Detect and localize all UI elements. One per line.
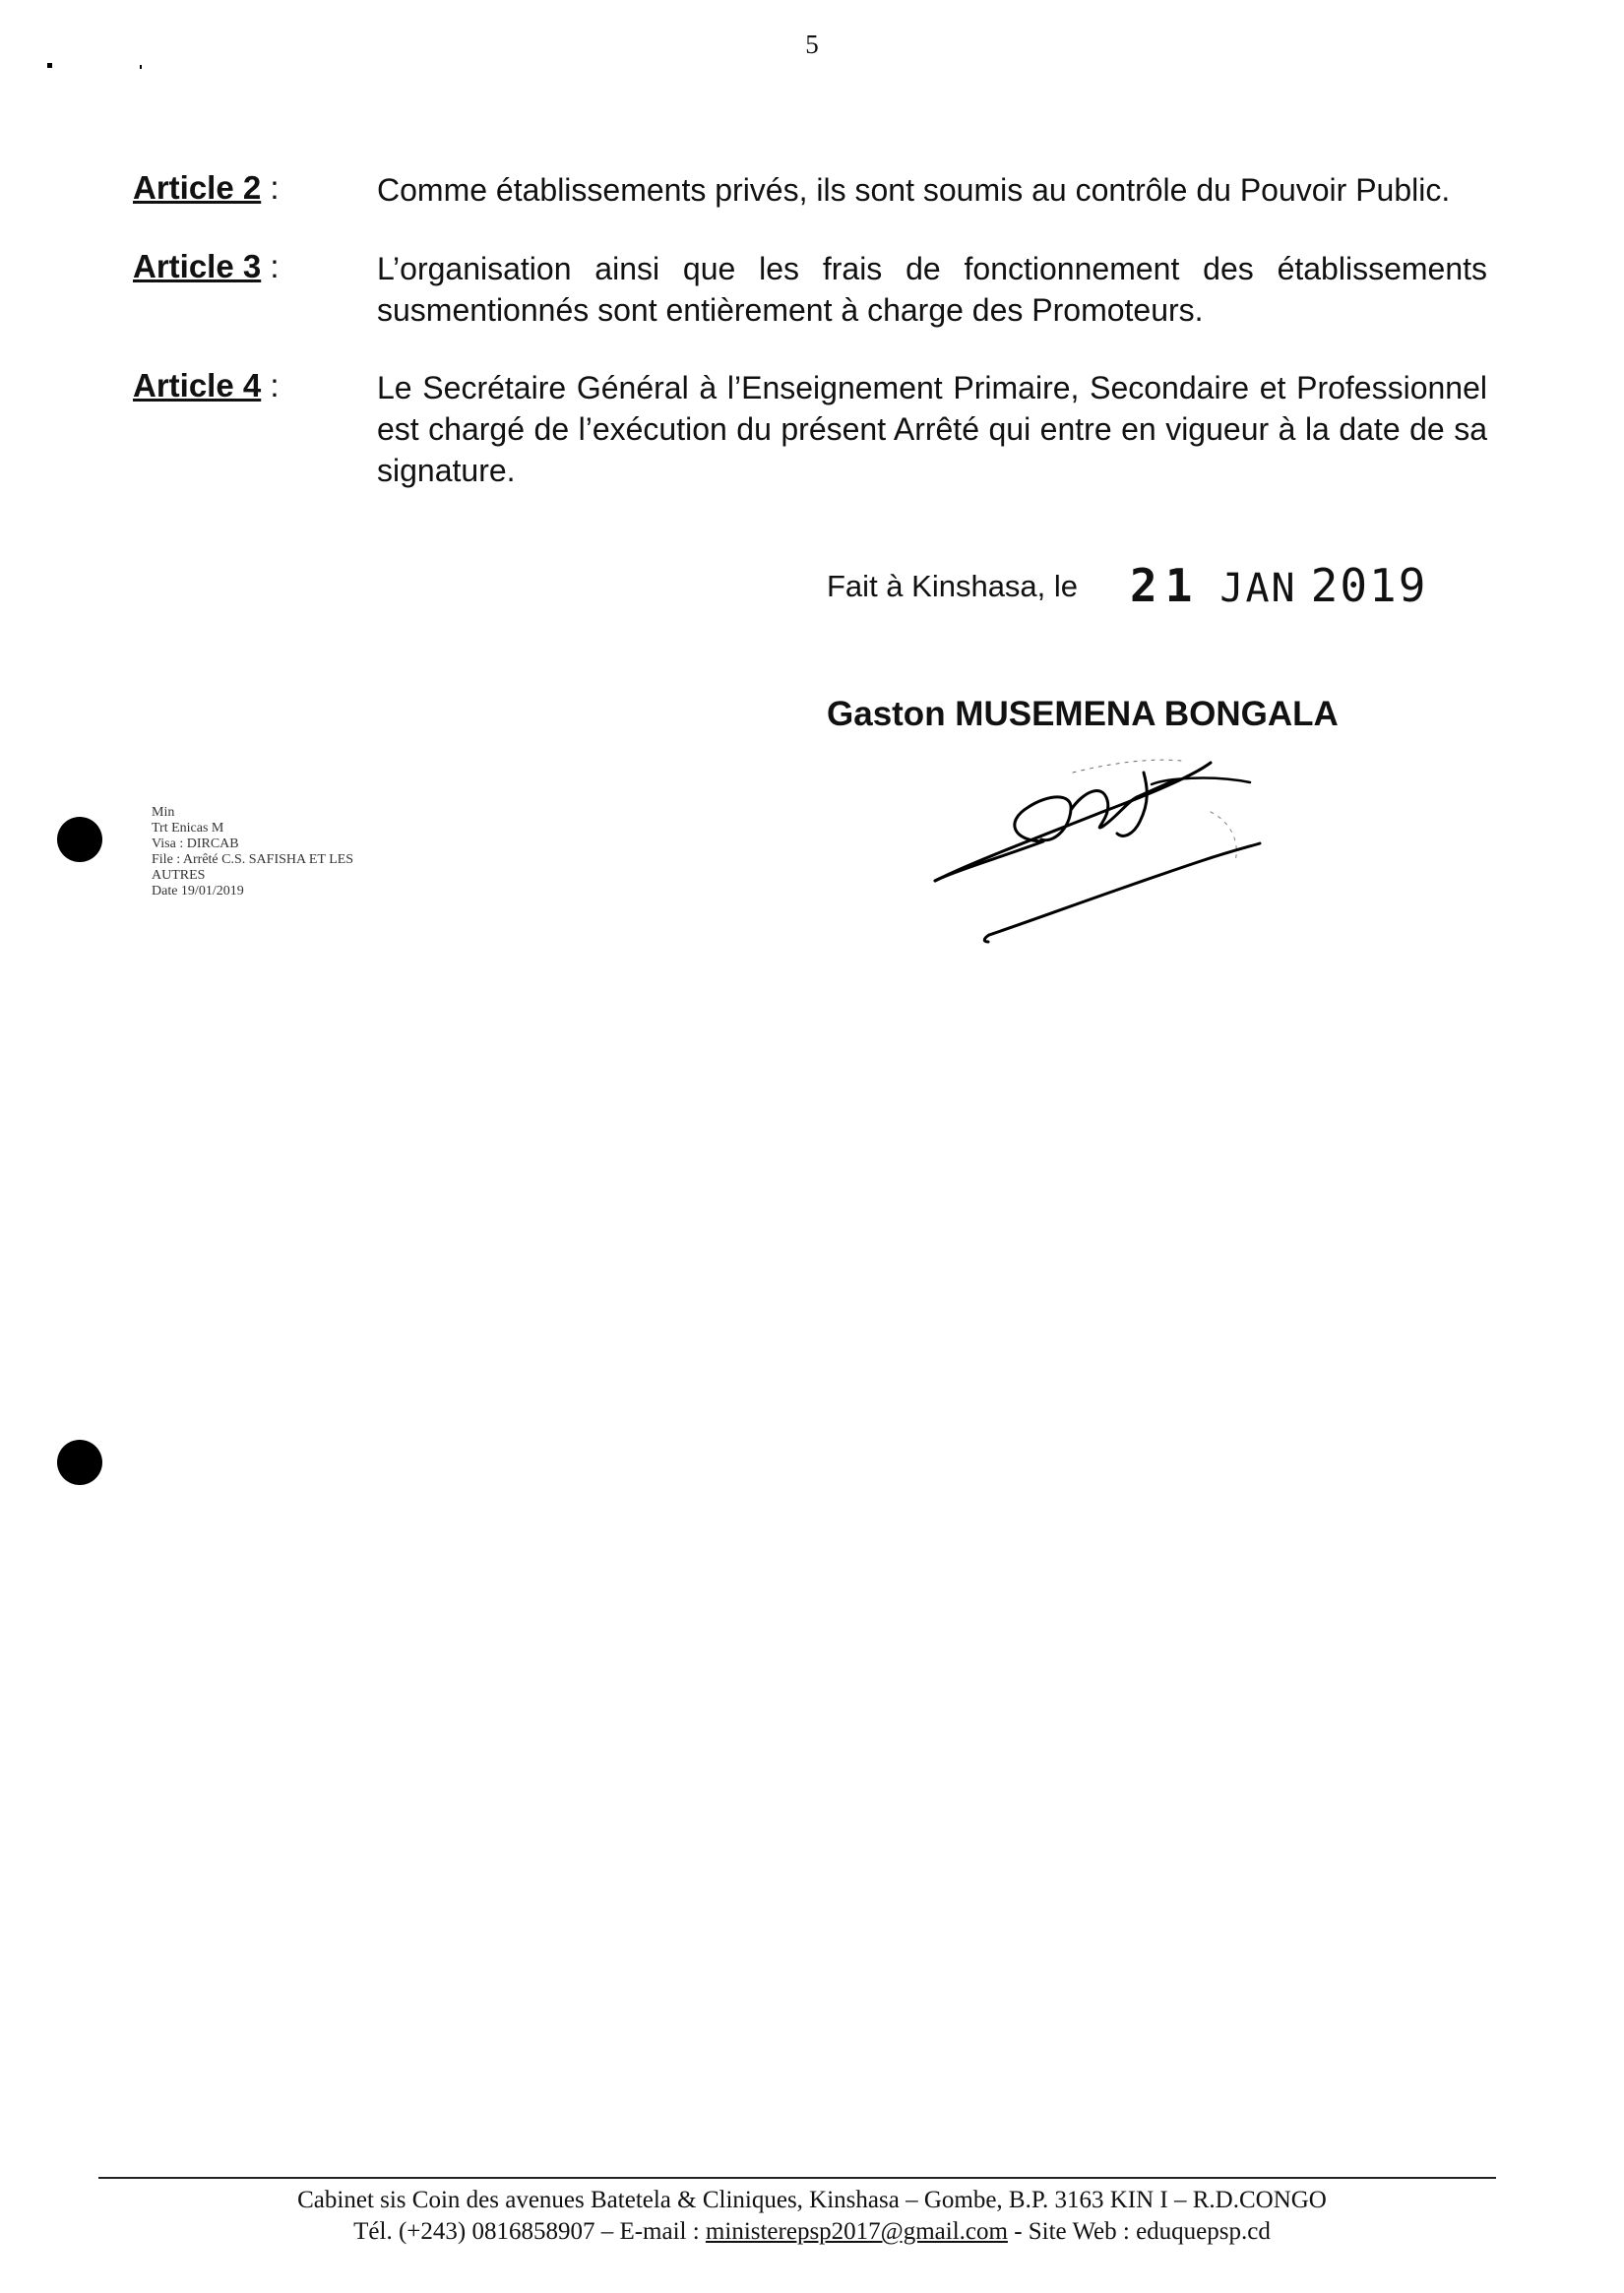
punch-hole — [57, 817, 102, 862]
stamp-year: 2019 — [1310, 559, 1428, 612]
punch-hole — [57, 1440, 102, 1485]
article-text: Comme établissements privés, ils sont soumis au contrôle du Pouvoir Public. — [377, 172, 1451, 208]
filing-line: Min — [152, 805, 175, 820]
filing-line: File : Arrêté C.S. SAFISHA ET LES — [152, 852, 354, 867]
article-text: Le Secrétaire Général à l’Enseignement Primaire, Secondaire et Professionnel est chargé de l’exécution du présent Arrêté qui entre en vigueur à la date de sa signature. — [377, 370, 1487, 488]
article-label: Article 3 : — [133, 248, 280, 284]
article-text: L’organisation ainsi que les frais de fonctionnement des établissements susmentionnés sont entièrement à charge des Promoteurs. — [377, 251, 1487, 328]
filing-line: Date 19/01/2019 — [152, 884, 244, 899]
scan-mark — [140, 65, 142, 69]
stamp-day: 21 — [1130, 559, 1201, 612]
date-stamp — [1130, 559, 1427, 612]
handwritten-signature — [915, 723, 1329, 969]
signatory-name: Gaston MUSEMENA BONGALA — [827, 695, 1339, 733]
footer-contact — [0, 2218, 1624, 2246]
stamp-month: JAN — [1219, 566, 1297, 611]
article-label: Article 2 : — [133, 169, 280, 206]
page-number: 5 — [805, 30, 819, 59]
filing-line: Trt Enicas M — [152, 821, 224, 836]
footer-email-link[interactable]: ministerepsp2017@gmail.com — [705, 2218, 1008, 2245]
article-label: Article 4 : — [133, 367, 280, 403]
filing-note — [152, 805, 353, 899]
footer-tel: Tél. (+243) 0816858907 – E-mail : — [353, 2218, 706, 2245]
scan-mark — [47, 63, 52, 68]
footer-address: Cabinet sis Coin des avenues Batetela & Cliniques, Kinshasa – Gombe, B.P. 3163 KIN I – R.D.CONGO — [297, 2187, 1327, 2213]
filing-line: Visa : DIRCAB — [152, 837, 239, 851]
footer-rule — [98, 2177, 1496, 2179]
place-date: Fait à Kinshasa, le — [827, 569, 1079, 603]
footer-website: - Site Web : eduquepsp.cd — [1007, 2218, 1271, 2245]
filing-line: AUTRES — [152, 868, 206, 883]
